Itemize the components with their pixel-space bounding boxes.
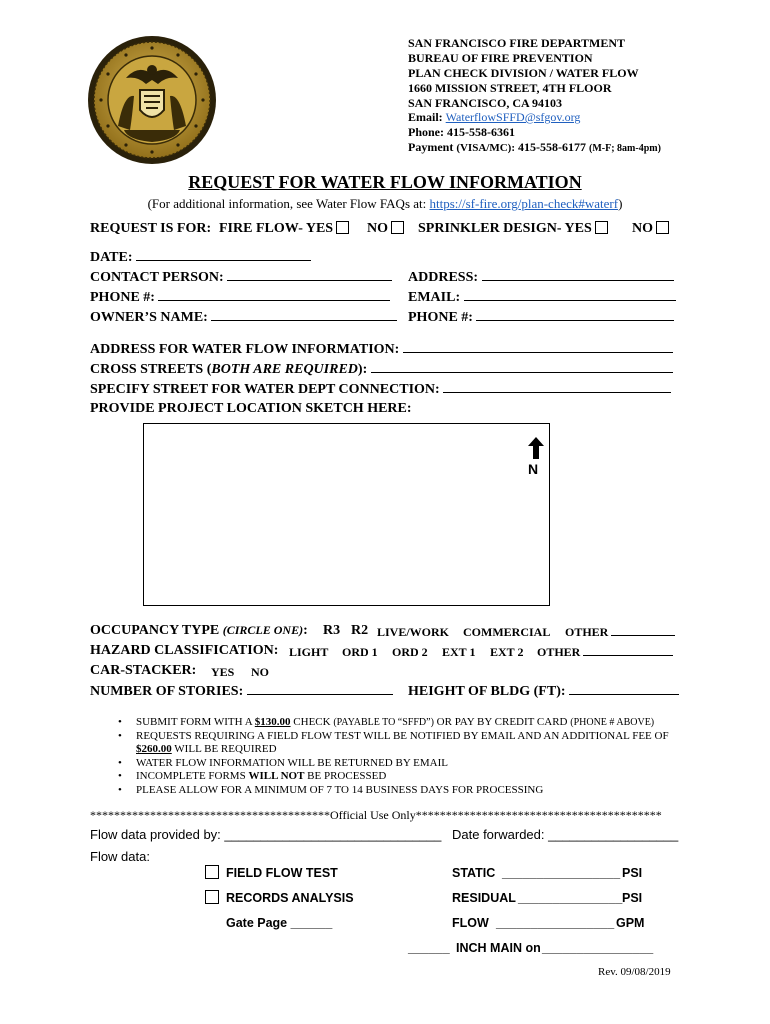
contact-person-label: CONTACT PERSON: <box>90 270 224 285</box>
flow-data-provided-by[interactable]: Flow data provided by: ______________________________ <box>90 827 442 842</box>
water-flow-address-label: ADDRESS FOR WATER FLOW INFORMATION: <box>90 342 400 357</box>
hazard-option-light[interactable]: LIGHT <box>289 645 329 659</box>
payment-hours: (M-F; 8am-4pm) <box>589 143 661 154</box>
stars-right: ***************************************** <box>415 808 662 822</box>
header-line: 1660 MISSION STREET, 4TH FLOOR <box>408 81 612 95</box>
date-forwarded[interactable]: Date forwarded: __________________ <box>452 827 679 842</box>
address-label: ADDRESS: <box>408 270 479 285</box>
stars-left: **************************************** <box>90 808 330 822</box>
records-analysis-label: RECORDS ANALYSIS <box>226 891 354 905</box>
car-stacker-label: CAR-STACKER: <box>90 663 197 678</box>
sketch-area[interactable] <box>143 423 550 606</box>
email-link[interactable]: WaterflowSFFD@sfgov.org <box>445 110 581 124</box>
height-field <box>408 683 679 700</box>
hazard-option-ext2[interactable]: EXT 2 <box>490 645 524 659</box>
occupancy-other-input[interactable] <box>611 625 675 636</box>
email-field <box>408 289 676 306</box>
address-field <box>408 269 674 286</box>
email-field-label: EMAIL: <box>408 290 461 305</box>
stories-field <box>90 683 393 700</box>
main-size-input[interactable]: ______ <box>408 941 450 955</box>
water-flow-address-input[interactable] <box>403 341 673 353</box>
owner-phone-input[interactable] <box>476 309 674 321</box>
fire-flow-yes-option <box>219 221 349 237</box>
owner-phone-field <box>408 309 674 326</box>
owner-name-field <box>90 309 397 326</box>
flow-input[interactable]: _________________ <box>496 916 615 930</box>
residual-label: RESIDUAL <box>452 891 516 905</box>
sprinkler-yes-checkbox[interactable] <box>595 221 608 234</box>
flow-label: FLOW <box>452 916 489 930</box>
field-flow-test-checkbox[interactable] <box>205 865 219 884</box>
email-contact <box>408 110 580 125</box>
flow-gpm-unit: GPM <box>616 916 645 930</box>
north-label: N <box>528 461 539 477</box>
email-input[interactable] <box>464 289 676 301</box>
occupancy-option-live-work[interactable]: LIVE/WORK <box>377 625 450 639</box>
official-use-label: Official Use Only <box>330 808 416 822</box>
payment-method: (VISA/MC): <box>456 142 515 154</box>
static-input[interactable]: _________________ <box>502 866 621 880</box>
header-line: SAN FRANCISCO FIRE DEPARTMENT <box>408 36 626 50</box>
list-item: • SUBMIT FORM WITH A $130.00 CHECK (PAYABLE TO “SFFD”) OR PAY BY CREDIT CARD (PHONE # ABOVE) <box>118 716 693 730</box>
form-title: REQUEST FOR WATER FLOW INFORMATION <box>188 172 582 192</box>
stories-label: NUMBER OF STORIES: <box>90 684 244 699</box>
height-label: HEIGHT OF BLDG (FT): <box>408 684 566 699</box>
hazard-option-other <box>537 645 673 660</box>
fire-flow-no-label: NO <box>367 221 388 236</box>
occupancy-label: OCCUPANCY TYPE <box>90 623 220 638</box>
payment-label: Payment <box>408 140 454 154</box>
occupancy-circle-one: (CIRCLE ONE) <box>222 623 304 637</box>
inch-main-label: INCH MAIN on <box>456 941 541 955</box>
static-psi-unit: PSI <box>622 866 643 880</box>
owner-name-label: OWNER’S NAME: <box>90 310 208 325</box>
address-input[interactable] <box>482 269 674 281</box>
payment-contact <box>408 140 661 155</box>
request-label: REQUEST IS FOR: <box>90 221 212 236</box>
faq-link[interactable]: https://sf-fire.org/plan-check#waterf <box>429 196 619 211</box>
residual-input[interactable]: _______________ <box>518 891 623 905</box>
header-line: BUREAU OF FIRE PREVENTION <box>408 51 593 65</box>
header-line: PLAN CHECK DIVISION / WATER FLOW <box>408 66 639 80</box>
phone-value: 415-558-6361 <box>447 125 515 139</box>
occupancy-type-label <box>90 623 308 639</box>
fire-flow-no-option <box>367 221 404 237</box>
gate-page-field[interactable]: Gate Page ______ <box>226 916 333 930</box>
official-use-divider <box>90 808 680 823</box>
occupancy-other-label[interactable]: OTHER <box>565 625 609 639</box>
north-arrow-icon <box>527 437 545 459</box>
field-flow-test-label: FIELD FLOW TEST <box>226 866 338 880</box>
occupancy-option-r2[interactable]: R2 <box>351 623 369 638</box>
owner-name-input[interactable] <box>211 309 397 321</box>
hazard-option-ext1[interactable]: EXT 1 <box>442 645 476 659</box>
date-field <box>90 249 311 266</box>
cross-streets-prefix: CROSS STREETS ( <box>90 362 212 377</box>
subtitle-text: (For additional information, see Water Flow FAQs at: <box>147 196 430 211</box>
height-input[interactable] <box>569 683 679 695</box>
hazard-option-ord2[interactable]: ORD 2 <box>392 645 428 659</box>
sprinkler-no-label: NO <box>632 221 653 236</box>
stories-input[interactable] <box>247 683 393 695</box>
flow-data-label: Flow data: <box>90 849 150 864</box>
sprinkler-no-option <box>632 221 669 237</box>
request-type-row <box>90 221 211 237</box>
subtitle-end: ) <box>618 196 623 211</box>
revision-date: Rev. 09/08/2019 <box>598 966 671 978</box>
sprinkler-no-checkbox[interactable] <box>656 221 669 234</box>
sketch-label: PROVIDE PROJECT LOCATION SKETCH HERE: <box>90 401 412 416</box>
email-label: Email: <box>408 110 443 124</box>
car-stacker-yes[interactable]: YES <box>211 665 235 679</box>
list-item: • WATER FLOW INFORMATION WILL BE RETURNED BY EMAIL <box>118 757 693 771</box>
list-item: • PLEASE ALLOW FOR A MINIMUM OF 7 TO 14 BUSINESS DAYS FOR PROCESSING <box>118 784 693 798</box>
owner-phone-label: PHONE #: <box>408 310 473 325</box>
cross-streets-input[interactable] <box>371 361 673 373</box>
contact-person-field <box>90 269 392 286</box>
department-address-block <box>408 36 639 111</box>
date-label: DATE: <box>90 250 133 265</box>
occupancy-option-other <box>565 625 675 640</box>
occupancy-option-r3[interactable]: R3 <box>323 623 341 638</box>
dept-connection-input[interactable] <box>443 381 671 393</box>
hazard-other-input[interactable] <box>583 645 673 656</box>
hazard-option-ord1[interactable]: ORD 1 <box>342 645 378 659</box>
dept-connection-field <box>90 381 671 398</box>
cross-streets-suffix: ): <box>357 362 368 377</box>
car-stacker-no[interactable]: NO <box>251 665 269 679</box>
payment-phone: 415-558-6177 <box>518 140 586 154</box>
static-label: STATIC <box>452 866 496 880</box>
fire-flow-yes-label: FIRE FLOW- YES <box>219 221 334 236</box>
sprinkler-yes-label: SPRINKLER DESIGN- YES <box>418 221 592 236</box>
water-flow-address-field <box>90 341 673 358</box>
cross-streets-field <box>90 361 673 378</box>
list-item: • INCOMPLETE FORMS WILL NOT BE PROCESSED <box>118 770 693 784</box>
list-item: • REQUESTS REQUIRING A FIELD FLOW TEST WILL BE NOTIFIED BY EMAIL AND AN ADDITIONAL FEE OF $260.00 WILL BE REQUIRED <box>118 730 693 757</box>
instructions-list <box>118 716 693 798</box>
header-line: SAN FRANCISCO, CA 94103 <box>408 96 563 110</box>
form-subtitle <box>0 196 770 212</box>
residual-psi-unit: PSI <box>622 891 643 905</box>
hazard-classification-label: HAZARD CLASSIFICATION: <box>90 643 279 658</box>
occupancy-option-commercial[interactable]: COMMERCIAL <box>463 625 551 639</box>
occupancy-colon: : <box>303 623 308 638</box>
date-input[interactable] <box>136 249 311 261</box>
hazard-other-label[interactable]: OTHER <box>537 645 581 659</box>
sf-city-seal-logo <box>86 34 218 166</box>
phone-field <box>90 289 390 306</box>
phone-label: PHONE #: <box>90 290 155 305</box>
records-analysis-checkbox[interactable] <box>205 890 219 909</box>
cross-streets-required: BOTH ARE REQUIRED <box>211 362 358 377</box>
contact-person-input[interactable] <box>227 269 392 281</box>
phone-contact <box>408 125 515 140</box>
phone-label: Phone: <box>408 125 444 139</box>
main-street-input[interactable]: ________________ <box>542 941 654 955</box>
dept-connection-label: SPECIFY STREET FOR WATER DEPT CONNECTION: <box>90 382 440 397</box>
fire-flow-no-checkbox[interactable] <box>391 221 404 234</box>
sprinkler-yes-option <box>418 221 608 237</box>
fire-flow-yes-checkbox[interactable] <box>336 221 349 234</box>
phone-input[interactable] <box>158 289 390 301</box>
